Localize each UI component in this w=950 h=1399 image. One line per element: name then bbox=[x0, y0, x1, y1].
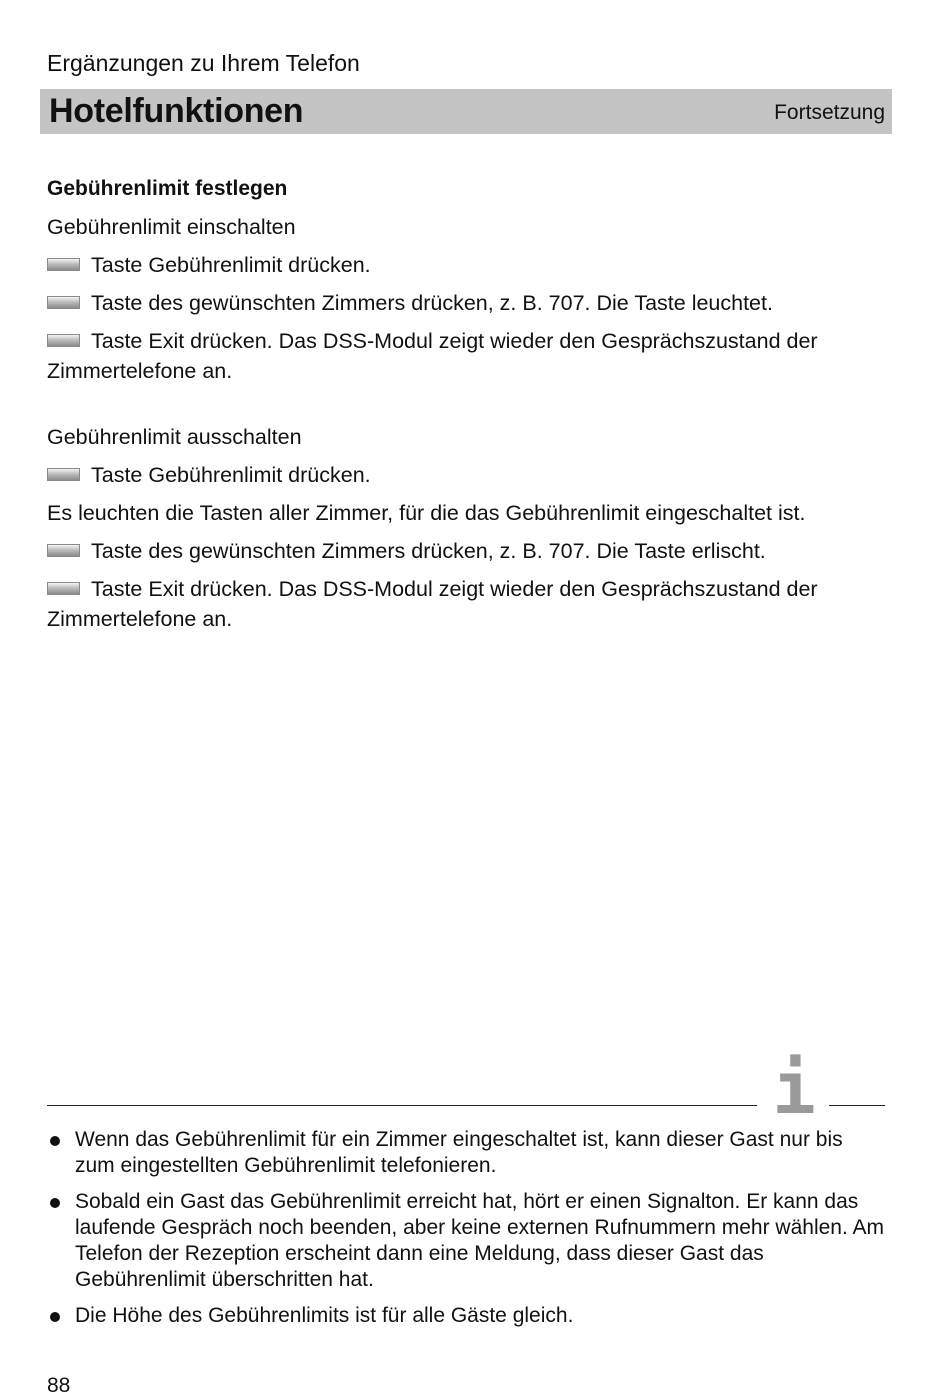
step-text: Taste Gebührenlimit drücken. bbox=[91, 253, 371, 277]
disable-step-1 bbox=[47, 460, 867, 490]
key-icon bbox=[47, 468, 80, 481]
enable-step-1 bbox=[47, 250, 867, 280]
step-text: Taste Gebührenlimit drücken. bbox=[91, 463, 371, 487]
note-divider-left bbox=[47, 1105, 757, 1106]
note-text: Sobald ein Gast das Gebührenlimit erreicht hat, hört er einen Signalton. Er kann das laufende Gespräch noch beenden, aber keine externen Rufnummern mehr wählen. Am Telefon der Rezeption erscheint dann eine Meldung, dass dieser Gast das Gebührenlimit überschritten hat. bbox=[75, 1190, 884, 1291]
enable-step-3 bbox=[47, 326, 867, 386]
note-item bbox=[47, 1303, 887, 1329]
key-icon bbox=[47, 334, 80, 347]
bullet-icon bbox=[50, 1136, 60, 1146]
page-number: 88 bbox=[47, 1374, 71, 1397]
title-bar bbox=[40, 89, 892, 134]
note-divider-right bbox=[829, 1105, 885, 1106]
key-icon bbox=[47, 258, 80, 271]
continuation-label: Fortsetzung bbox=[774, 101, 885, 124]
page-kicker: Ergänzungen zu Ihrem Telefon bbox=[47, 50, 360, 76]
section-heading: Gebührenlimit festlegen bbox=[47, 177, 288, 200]
notes-list bbox=[47, 1127, 887, 1339]
enable-step-2 bbox=[47, 288, 867, 318]
page-title: Hotelfunktionen bbox=[49, 92, 304, 130]
enable-subheading: Gebührenlimit einschalten bbox=[47, 215, 296, 239]
note-text: Die Höhe des Gebührenlimits ist für alle Gäste gleich. bbox=[75, 1304, 574, 1327]
note-item bbox=[47, 1189, 887, 1293]
key-icon bbox=[47, 296, 80, 309]
step-text: Taste des gewünschten Zimmers drücken, z. B. 707. Die Taste leuchtet. bbox=[91, 291, 773, 315]
spacer bbox=[47, 386, 867, 414]
key-icon bbox=[47, 544, 80, 557]
step-text: Taste Exit drücken. Das DSS-Modul zeigt wieder den Gesprächszustand der Zimmertelefone an. bbox=[47, 577, 818, 631]
disable-step-2 bbox=[47, 536, 867, 566]
bullet-icon bbox=[50, 1312, 60, 1322]
disable-info: Es leuchten die Tasten aller Zimmer, für die das Gebührenlimit eingeschaltet ist. bbox=[47, 501, 806, 525]
disable-step-3 bbox=[47, 574, 867, 634]
step-text: Taste Exit drücken. Das DSS-Modul zeigt wieder den Gesprächszustand der Zimmertelefone an. bbox=[47, 329, 818, 383]
disable-subheading: Gebührenlimit ausschalten bbox=[47, 425, 302, 449]
key-icon bbox=[47, 582, 80, 595]
note-item bbox=[47, 1127, 887, 1179]
bullet-icon bbox=[50, 1198, 60, 1208]
note-text: Wenn das Gebührenlimit für ein Zimmer eingeschaltet ist, kann dieser Gast nur bis zum eingestellten Gebührenlimit telefonieren. bbox=[75, 1128, 843, 1177]
main-content bbox=[47, 174, 867, 634]
step-text: Taste des gewünschten Zimmers drücken, z. B. 707. Die Taste erlischt. bbox=[91, 539, 766, 563]
info-icon: i bbox=[772, 1046, 816, 1130]
